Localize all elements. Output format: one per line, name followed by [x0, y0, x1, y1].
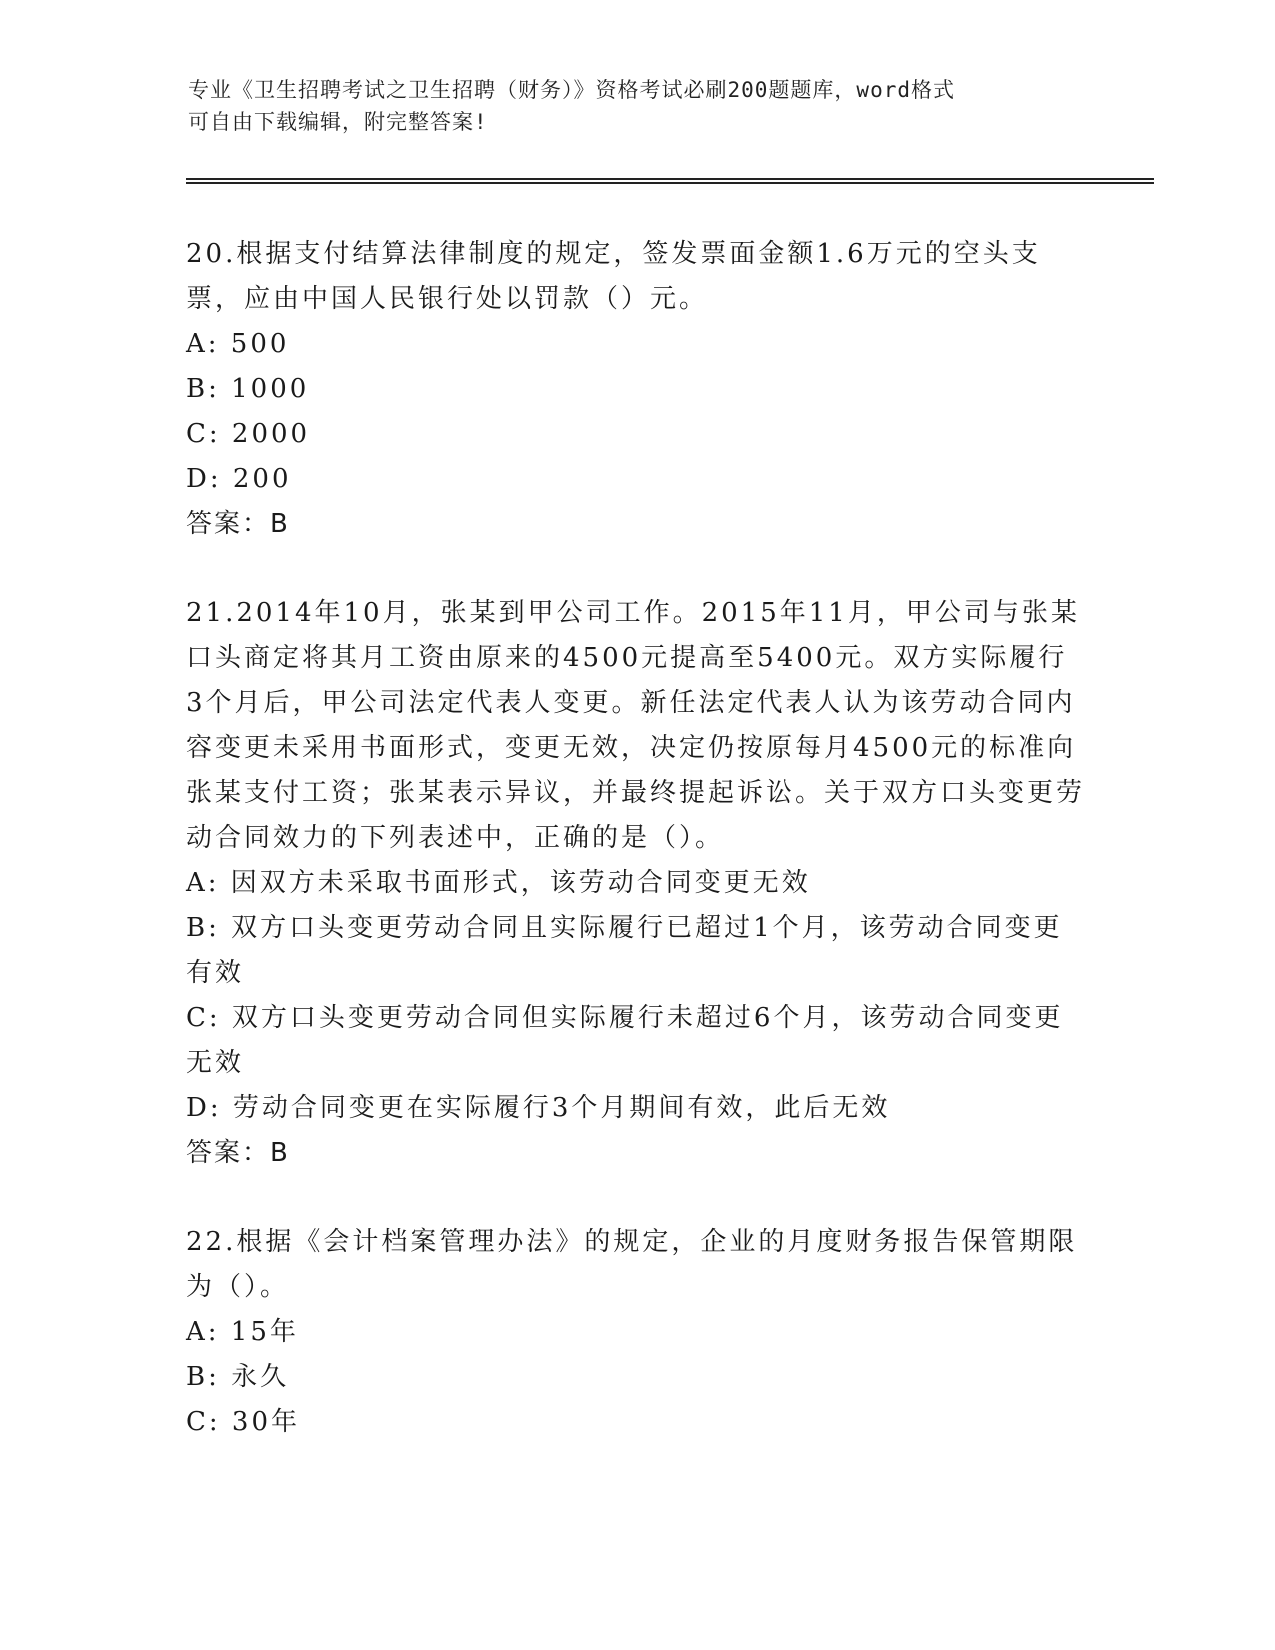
option-b: B: 双方口头变更劳动合同且实际履行已超过1个月，该劳动合同变更有效	[186, 913, 1063, 988]
option-a: A: 500	[186, 329, 290, 359]
option-c: C: 30年	[186, 1407, 301, 1437]
option-d: D: 劳动合同变更在实际履行3个月期间有效，此后无效	[186, 1093, 891, 1123]
option-b: B: 1000	[186, 374, 310, 404]
question-stem: 22.根据《会计档案管理办法》的规定，企业的月度财务报告保管期限为（）。	[186, 1227, 1078, 1302]
question-stem: 21.2014年10月，张某到甲公司工作。2015年11月，甲公司与张某口头商定将其月工资由原来的4500元提高至5400元。双方实际履行3个月后，甲公司法定代表人变更。新任法定代表人认为该劳动合同内容变更未采用书面形式，变更无效，决定仍按原每月4500元的标准向张某支付工资；张某表示异议，并最终提起诉讼。关于双方口头变更劳动合同效力的下列表述中，正确的是（）。	[186, 598, 1086, 853]
option-a: A: 15年	[186, 1317, 299, 1347]
answer-line: 答案：B	[186, 509, 290, 539]
header-line-2: 可自由下载编辑，附完整答案!	[188, 110, 488, 134]
answer-line: 答案：B	[186, 1138, 290, 1168]
question-list	[186, 232, 1086, 1489]
option-a: A: 因双方未采取书面形式，该劳动合同变更无效	[186, 868, 811, 898]
option-d: D: 200	[186, 464, 292, 494]
question-stem: 20.根据支付结算法律制度的规定，签发票面金额1.6万元的空头支票，应由中国人民银行处以罚款（）元。	[186, 239, 1041, 314]
option-c: C: 双方口头变更劳动合同但实际履行未超过6个月，该劳动合同变更无效	[186, 1003, 1064, 1078]
question-20	[186, 232, 1086, 547]
option-b: B: 永久	[186, 1362, 290, 1392]
question-22	[186, 1220, 1086, 1445]
header-line-1: 专业《卫生招聘考试之卫生招聘（财务）》资格考试必刷200题题库，word格式	[188, 78, 955, 102]
question-21	[186, 591, 1086, 1176]
document-header	[188, 74, 1068, 138]
option-c: C: 2000	[186, 419, 311, 449]
header-divider	[186, 178, 1154, 184]
